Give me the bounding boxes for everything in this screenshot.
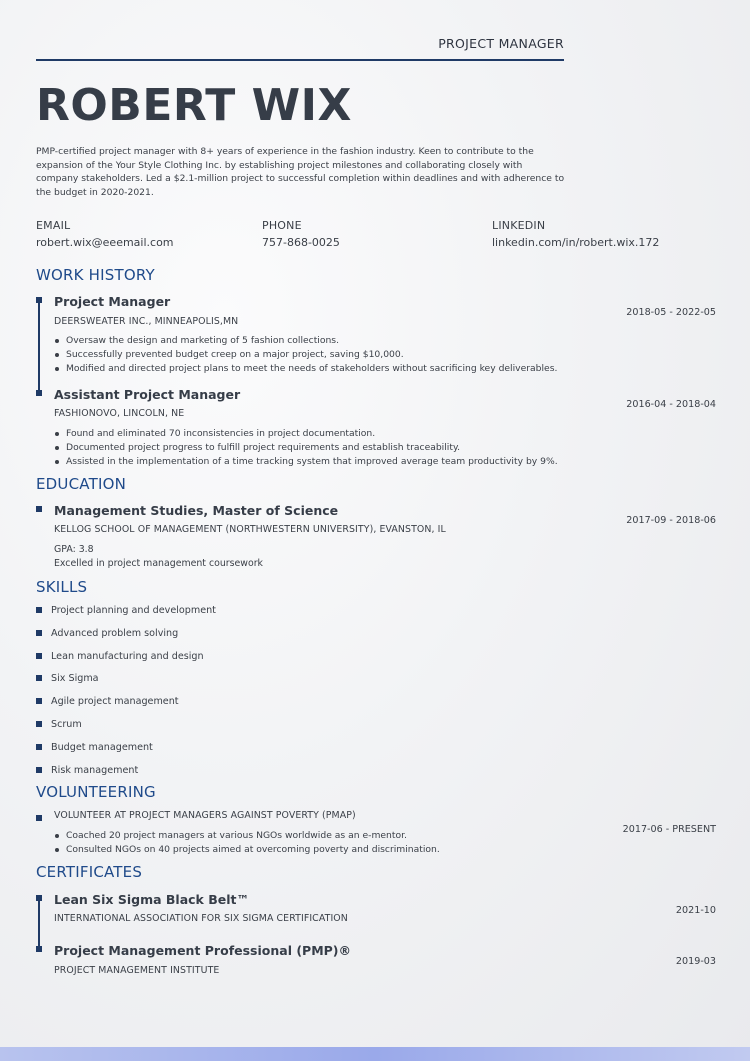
- skill-item: Risk management: [36, 764, 216, 787]
- work-bullets: [66, 334, 557, 375]
- contact-phone: [262, 219, 340, 249]
- linkedin-value[interactable]: linkedin.com/in/robert.wix.172: [492, 236, 660, 249]
- entry-marker: [36, 815, 42, 821]
- certificate-org: INTERNATIONAL ASSOCIATION FOR SIX SIGMA CERTIFICATION: [54, 913, 348, 924]
- list-item: Documented project progress to fulfill project requirements and establish traceability.: [66, 441, 558, 455]
- section-title-volunteering: VOLUNTEERING: [36, 783, 156, 801]
- work-entry: [36, 387, 716, 477]
- education-org: KELLOG SCHOOL OF MANAGEMENT (NORTHWESTERN UNIVERSITY), EVANSTON, IL: [54, 524, 446, 535]
- skill-item: Project planning and development: [36, 604, 216, 627]
- work-title: Project Manager: [54, 294, 171, 309]
- contact-email: [36, 219, 174, 249]
- education-date: 2017-09 - 2018-06: [626, 515, 716, 526]
- skill-item: Scrum: [36, 718, 216, 741]
- header-divider: [36, 59, 564, 61]
- work-date: 2016-04 - 2018-04: [626, 399, 716, 410]
- certificate-entry: [36, 943, 716, 983]
- candidate-name: ROBERT WIX: [36, 80, 352, 131]
- volunteering-date: 2017-06 - PRESENT: [622, 824, 716, 835]
- volunteering-entry: [36, 810, 716, 860]
- list-item: Successfully prevented budget creep on a major project, saving $10,000.: [66, 348, 557, 362]
- list-item: Modified and directed project plans to meet the needs of stakeholders without sacrificing key deliverables.: [66, 362, 558, 374]
- education-title: Management Studies, Master of Science: [54, 503, 339, 518]
- linkedin-label: LINKEDIN: [492, 219, 546, 232]
- section-title-education: EDUCATION: [36, 475, 126, 493]
- work-org: DEERSWEATER INC., MINNEAPOLIS,MN: [54, 316, 239, 327]
- education-entry: [36, 503, 716, 573]
- contact-linkedin: [492, 219, 659, 249]
- entry-marker: [36, 506, 42, 512]
- timeline-line: [38, 302, 40, 394]
- work-date: 2018-05 - 2022-05: [626, 307, 716, 318]
- skill-item: Budget management: [36, 741, 216, 764]
- email-label: EMAIL: [36, 219, 71, 232]
- section-title-certificates: CERTIFICATES: [36, 863, 143, 881]
- certificate-date: 2021-10: [675, 905, 716, 916]
- summary-text: PMP-certified project manager with 8+ years of experience in the fashion industry. Keen to contribute to the expansion of the Your Style Clothing Inc. by establishing project milestones and collaborating closely with company stakeholders. Led a $2.1-million project to successful completion within deadlines and with adherence to the budget in 2020-2021.: [36, 146, 565, 198]
- list-item: Consulted NGOs on 40 projects aimed at overcoming poverty and discrimination.: [66, 843, 440, 855]
- work-org: FASHIONOVO, LINCOLN, NE: [54, 408, 185, 419]
- section-title-skills: SKILLS: [36, 578, 88, 596]
- certificate-title: Lean Six Sigma Black Belt™: [54, 892, 249, 907]
- skill-item: Advanced problem solving: [36, 627, 216, 650]
- list-item: Coached 20 project managers at various NGOs worldwide as an e-mentor.: [66, 829, 440, 843]
- skills-list: [36, 604, 216, 786]
- work-title: Assistant Project Manager: [54, 387, 241, 402]
- education-gpa: GPA: 3.8: [54, 544, 94, 555]
- list-item: Oversaw the design and marketing of 5 fashion collections.: [66, 334, 557, 348]
- email-value[interactable]: robert.wix@eeemail.com: [36, 236, 174, 249]
- footer-accent-bar: [0, 1047, 750, 1061]
- certificate-org: PROJECT MANAGEMENT INSTITUTE: [54, 965, 220, 976]
- volunteering-bullets: [66, 829, 440, 857]
- skill-item: Six Sigma: [36, 672, 216, 695]
- list-item: Found and eliminated 70 inconsistencies in project documentation.: [66, 427, 558, 441]
- skill-item: Lean manufacturing and design: [36, 650, 216, 673]
- phone-value[interactable]: 757-868-0025: [262, 236, 340, 249]
- volunteering-org: VOLUNTEER AT PROJECT MANAGERS AGAINST POVERTY (PMAP): [54, 810, 356, 821]
- certificate-date: 2019-03: [675, 956, 716, 967]
- certificate-title: Project Management Professional (PMP)®: [54, 943, 352, 958]
- skill-item: Agile project management: [36, 695, 216, 718]
- list-item: Assisted in the implementation of a time tracking system that improved average team productivity by 9%.: [66, 455, 558, 467]
- work-bullets: [66, 427, 558, 468]
- entry-marker: [36, 390, 42, 396]
- education-note: Excelled in project management coursework: [54, 558, 263, 569]
- certificate-entry: [36, 892, 716, 944]
- work-entry: [36, 294, 716, 390]
- section-title-work: WORK HISTORY: [36, 266, 155, 284]
- entry-marker: [36, 946, 42, 952]
- job-title: PROJECT MANAGER: [438, 36, 564, 51]
- phone-label: PHONE: [262, 219, 302, 232]
